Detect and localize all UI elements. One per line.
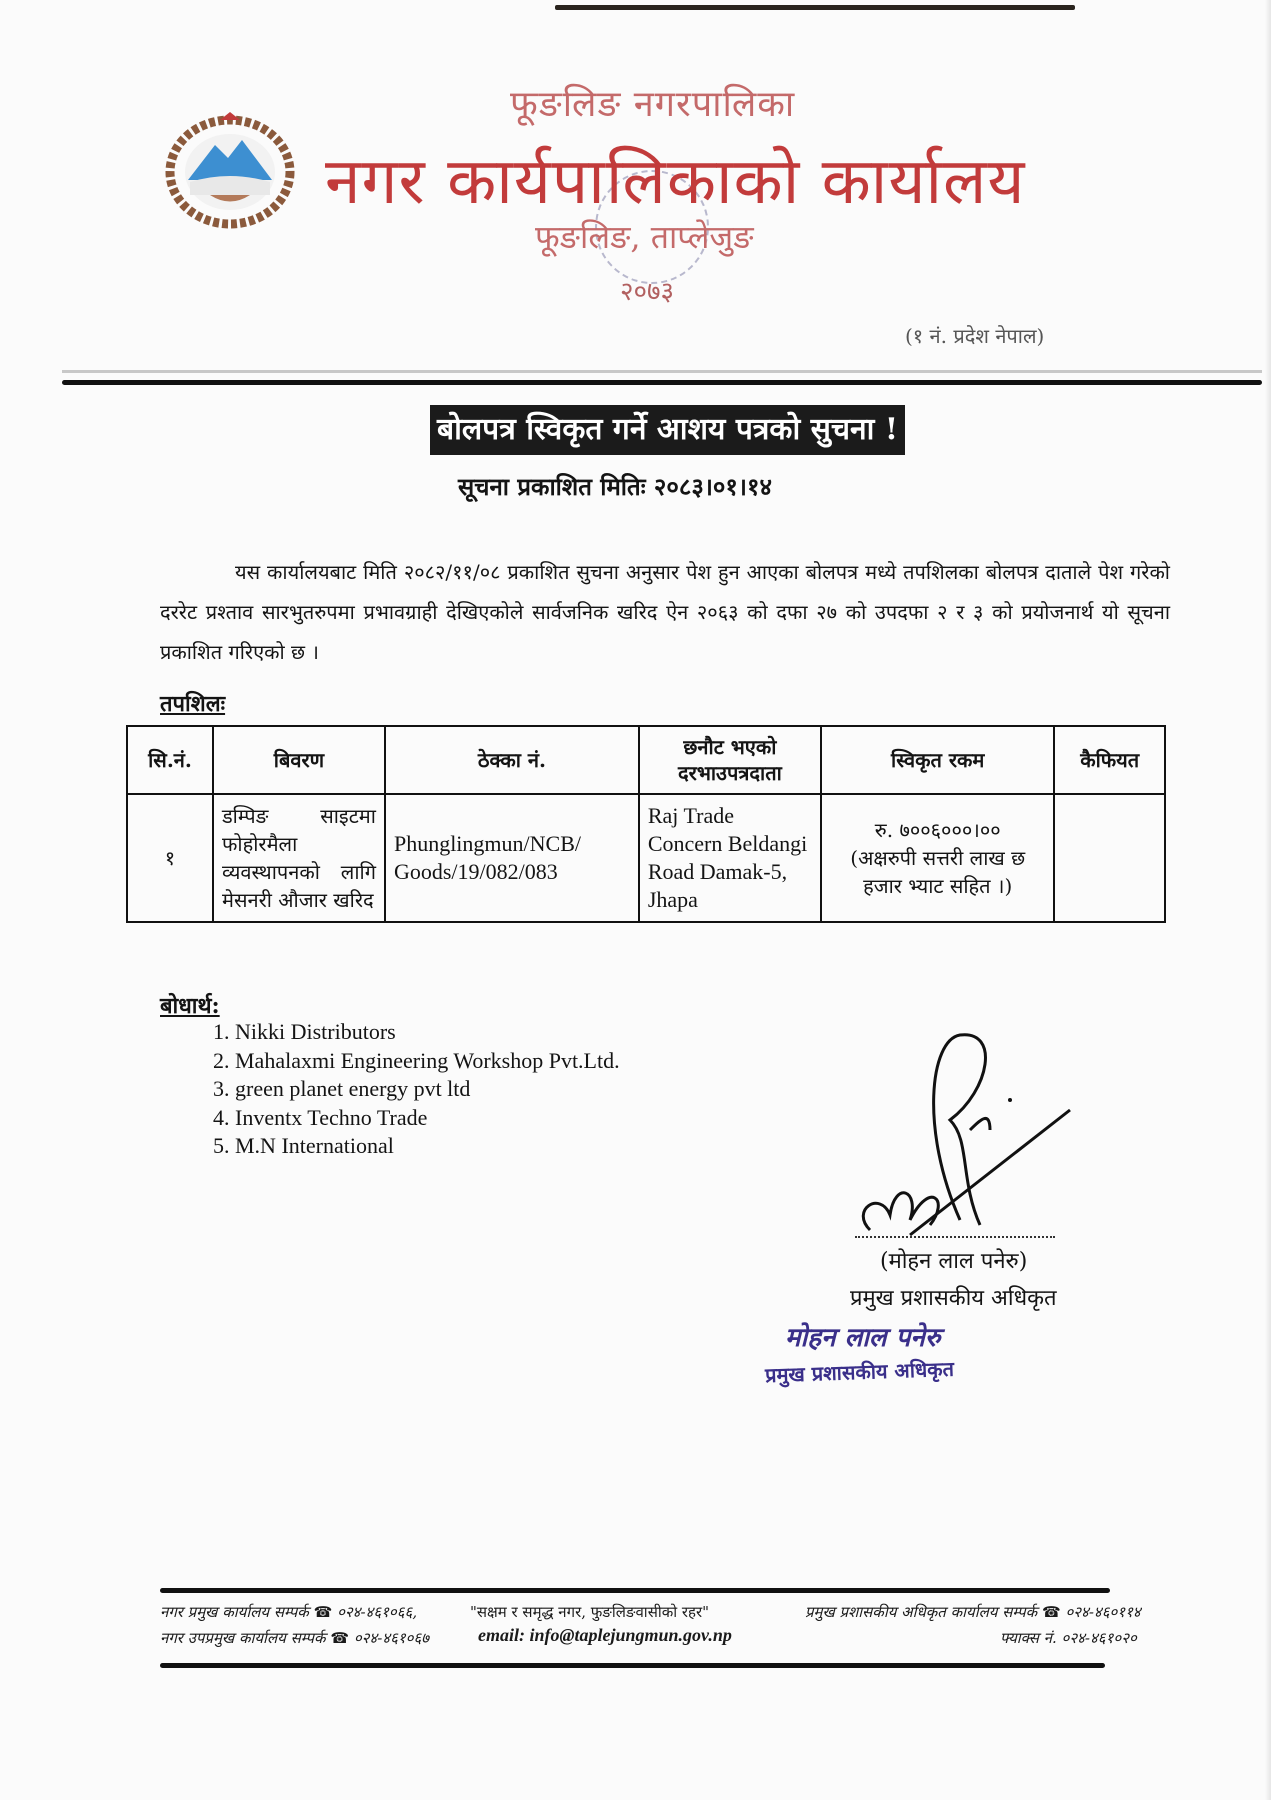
scan-edge-shadow — [1265, 0, 1271, 1800]
cao-phone: ०२४-४६०११४ — [1065, 1603, 1141, 1621]
published-date: सूचना प्रकाशित मितिः २०८३।०१।१४ — [458, 472, 772, 501]
municipality-name: फूङलिङ नगरपालिका — [510, 84, 796, 125]
scan-edge-bar — [555, 5, 1075, 10]
footer-fax — [1000, 1628, 1137, 1648]
cc-item: 4. Inventx Techno Trade — [235, 1104, 620, 1133]
deputy-contact-label: नगर उपप्रमुख कार्यालय सम्पर्क — [160, 1629, 326, 1647]
table-header-row — [127, 726, 1165, 794]
header-divider — [62, 380, 1262, 385]
cao-contact-label: प्रमुख प्रशासकीय अधिकृत कार्यालय सम्पर्क — [805, 1603, 1038, 1621]
col-selected-bidder: छनौट भएको दरभाउपत्रदाता — [639, 726, 821, 794]
notice-title: बोलपत्र स्विकृत गर्ने आशय पत्रको सुचना ! — [430, 405, 905, 455]
title-stamp: प्रमुख प्रशासकीय अधिकृत — [764, 1356, 955, 1388]
col-serial: सि.नं. — [127, 726, 213, 794]
phone-icon: ☎ — [1041, 1603, 1061, 1621]
office-address: फूङलिङ, ताप्लेजुङ — [535, 218, 754, 256]
cc-item: 3. green planet energy pvt ltd — [235, 1075, 620, 1104]
details-table — [126, 725, 1166, 923]
footer-divider-top — [160, 1588, 1110, 1593]
deputy-phone: ०२४-४६१०६७ — [353, 1629, 430, 1647]
footer-slogan: "सक्षम र समृद्ध नगर, फुङलिङवासीको रहर" — [470, 1603, 710, 1621]
notice-body — [160, 552, 1170, 672]
mayor-contact-label: नगर प्रमुख कार्यालय सम्पर्क — [160, 1603, 309, 1621]
footer-email[interactable]: email: info@taplejungmun.gov.np — [478, 1625, 732, 1645]
cell-contract-no: Phunglingmun/NCB/ Goods/19/082/083 — [385, 794, 639, 922]
table-row — [127, 794, 1165, 922]
amount-words: (अक्षरुपी सत्तरी लाख छ हजार भ्याट सहित ।) — [850, 846, 1026, 898]
amount-figure: रु. ७००६०००।०० — [874, 818, 1001, 842]
cell-description: डम्पिङ साइटमा फोहोरमैला व्यवस्थापनको लागि मेसनरी औजार खरिद — [213, 794, 385, 922]
cc-list — [200, 1018, 620, 1161]
col-approved-amount: स्विकृत रकम — [821, 726, 1054, 794]
footer-deputy-contact — [160, 1628, 429, 1648]
cc-label: बोधार्थ: — [160, 993, 220, 1019]
established-year: २०७३ — [620, 277, 675, 307]
phone-icon: ☎ — [330, 1629, 350, 1647]
cc-item: 1. Nikki Distributors — [235, 1018, 620, 1047]
notice-body-text: यस कार्यालयबाट मिति २०८२/११/०८ प्रकाशित सुचना अनुसार पेश हुन आएका बोलपत्र मध्ये तपशिलका बोलपत्र दाताले पेश गरेको दररेट प्रश्ताव सारभुतरुपमा प्रभावग्राही देखिएकोले सार्वजनिक खरिद ऐन २०६३ को दफा २७ को उपदफा २ र ३ को प्रयोजनार्थ यो सूचना प्रकाशित गरिएको छ । — [160, 560, 1170, 664]
footer-mayor-contact — [160, 1602, 417, 1622]
cell-remarks — [1054, 794, 1165, 922]
footer-divider-bottom — [160, 1663, 1105, 1668]
fax-number: ०२४-४६१०२० — [1061, 1629, 1137, 1647]
signatory-name: (मोहन लाल पनेरु) — [880, 1249, 1028, 1274]
cell-serial: १ — [127, 794, 213, 922]
nepal-emblem-icon — [160, 110, 300, 230]
cc-item: 2. Mahalaxmi Engineering Workshop Pvt.Ltd. — [235, 1047, 620, 1076]
header-divider-light — [62, 370, 1262, 373]
cc-item: 5. M.N International — [235, 1132, 620, 1161]
name-stamp: मोहन लाल पनेरु — [785, 1323, 941, 1353]
footer-cao-contact — [805, 1602, 1141, 1622]
col-contract-no: ठेक्का नं. — [385, 726, 639, 794]
office-title: नगर कार्यपालिकाको कार्यालय — [325, 145, 1026, 219]
signature-line — [855, 1236, 1055, 1238]
phone-icon: ☎ — [313, 1603, 333, 1621]
province-label: (१ नं. प्रदेश नेपाल) — [905, 324, 1045, 348]
cell-amount — [821, 794, 1054, 922]
col-remarks: कैफियत — [1054, 726, 1165, 794]
signatory-title: प्रमुख प्रशासकीय अधिकृत — [850, 1286, 1057, 1311]
signature-scribble-icon — [840, 1030, 1080, 1240]
details-label: तपशिलः — [160, 691, 226, 717]
fax-label: फ्याक्स नं. — [1000, 1629, 1057, 1647]
cell-bidder: Raj Trade Concern Beldangi Road Damak-5, Jhapa — [639, 794, 821, 922]
col-description: बिवरण — [213, 726, 385, 794]
mayor-phone: ०२४-४६१०६६, — [337, 1603, 418, 1621]
